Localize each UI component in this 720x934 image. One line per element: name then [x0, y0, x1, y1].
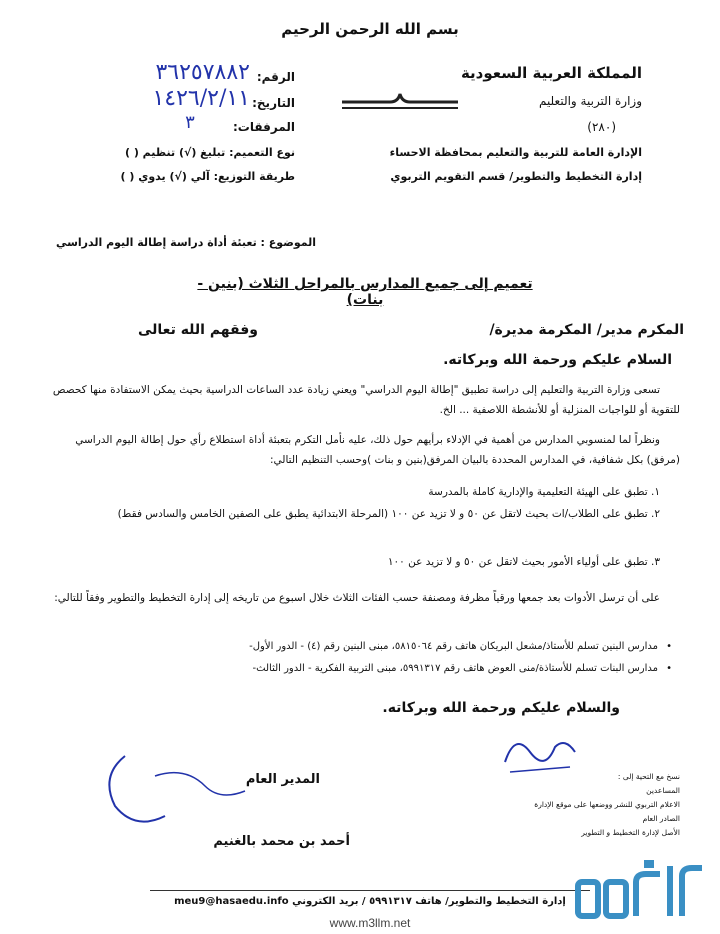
date-value: ١٤٢٦/٢/١١: [152, 86, 250, 111]
number-value: ٣٦٢٥٧٨٨٢: [155, 60, 250, 85]
closing-salam: والسلام عليكم ورحمة الله وبركاته.: [382, 700, 620, 716]
header-ministry: وزارة التربية والتعليم: [538, 94, 642, 108]
ministry-logo-icon: [340, 92, 460, 116]
delivery-item-boys: • مدارس البنين تسلم للأستاذ/مشعل البريكان هاتف رقم ٥٨١٥٠٦٤، مبنى البنين رقم (٤) - الدور الأول-: [40, 636, 672, 658]
copies-line: المساعدين: [646, 786, 680, 795]
header-department: إدارة التخطيط والتطوير/ قسم التقويم التربوي: [390, 170, 642, 183]
director-role: المدير العام: [245, 772, 320, 787]
director-name: أحمد بن محمد بالغنيم: [213, 834, 350, 849]
footer-contact: إدارة التخطيط والتطوير/ هاتف ٥٩٩١٣١٧ / بريد الكتروني meu9@hasaedu.info: [174, 896, 566, 907]
delivery-item-girls: • مدارس البنات تسلم للأستاذة/منى العوض هاتف رقم ٥٩٩١٣١٧، مبنى التربية الفكرية - الدور الثالث-: [40, 658, 672, 680]
blessing: وفقهم الله تعالى: [137, 322, 258, 338]
instruction-item-3: ٣. تطبق على أولياء الأمور بحيث لاتقل عن ٥٠ و لا تزيد عن ١٠٠: [387, 556, 660, 568]
addressee: المكرم مدير/ المكرمة مديرة/: [489, 322, 684, 338]
header-admin: الإدارة العامة للتربية والتعليم بمحافظة الاحساء: [389, 146, 642, 159]
circular-title: تعميم إلى جميع المدارس بالمراحل الثلاث (بنين - بنات): [197, 276, 533, 308]
copies-line: الاعلام التربوي للنشر ووضعها على موقع الإدارة: [534, 800, 680, 809]
instruction-item-1: ١. تطبق على الهيئة التعليمية والإدارية كاملة بالمدرسة: [428, 486, 660, 498]
attachments-label: المرفقات:: [233, 120, 295, 134]
header-code: (٢٨٠): [587, 120, 616, 134]
director-signature-icon: [95, 746, 255, 836]
footer-website: www.m3llm.net: [329, 916, 411, 930]
delivery-list: [40, 636, 672, 680]
footer-rule: [150, 890, 590, 891]
salam-greeting: السلام عليكم ورحمة الله وبركاته.: [443, 352, 672, 368]
basmala: بسم الله الرحمن الرحيم: [281, 20, 459, 38]
header-kingdom: المملكة العربية السعودية: [460, 64, 642, 82]
copies-title: نسخ مع التحية إلى :: [617, 772, 680, 781]
m3llm-watermark-logo-icon: [574, 860, 710, 926]
paragraph-2: ونظراً لما لمنسوبي المدارس من أهمية في الإدلاء برأيهم حول ذلك، عليه نأمل التكرم بتعبئة أداة استطلاع رأي حول إطالة اليوم الدراسي (مرفق) بكل شفافية، في المدارس المحددة بالبيان المرفق(بنين و بنات )وحسب التنظيم التالي:: [75, 434, 680, 466]
paragraph-3: على أن ترسل الأدوات بعد جمعها ورقياً مظرفة ومصنفة حسب الفئات الثلاث خلال اسبوع من تاريخه إلى إدارة التخطيط والتطوير وفقاً للتالي:: [54, 592, 660, 604]
paragraph-1: تسعى وزارة التربية والتعليم إلى دراسة تطبيق "إطالة اليوم الدراسي" ويعني زيادة عدد الساعات الدراسية بحيث يمكن الاستفادة منها كحصص للتقوية أو للواجبات المنزلية أو للأنشطة اللاصفية ... الخ.: [52, 384, 680, 416]
attachments-value: ٣: [185, 112, 195, 133]
subject: الموضوع : تعبئة أداة دراسة إطالة اليوم الدراسي: [55, 236, 316, 249]
number-label: الرقم:: [256, 70, 295, 84]
date-label: التاريخ:: [252, 96, 295, 110]
instruction-item-2: ٢. تطبق على الطلاب/ات بحيث لاتقل عن ٥٠ و لا تزيد عن ١٠٠ (المرحلة الابتدائية يطبق على الصفين الخامس والسادس فقط): [117, 508, 660, 520]
distribution-method: طريقة التوزيع: آلي (√) يدوي ( ): [120, 170, 295, 183]
circular-type: نوع التعميم: تبليغ (√) تنظيم ( ): [124, 146, 295, 159]
copies-line: الصادر العام: [642, 814, 680, 823]
copies-line: الأصل لإدارة التخطيط و التطوير: [581, 828, 680, 837]
copies-block: [440, 770, 680, 840]
